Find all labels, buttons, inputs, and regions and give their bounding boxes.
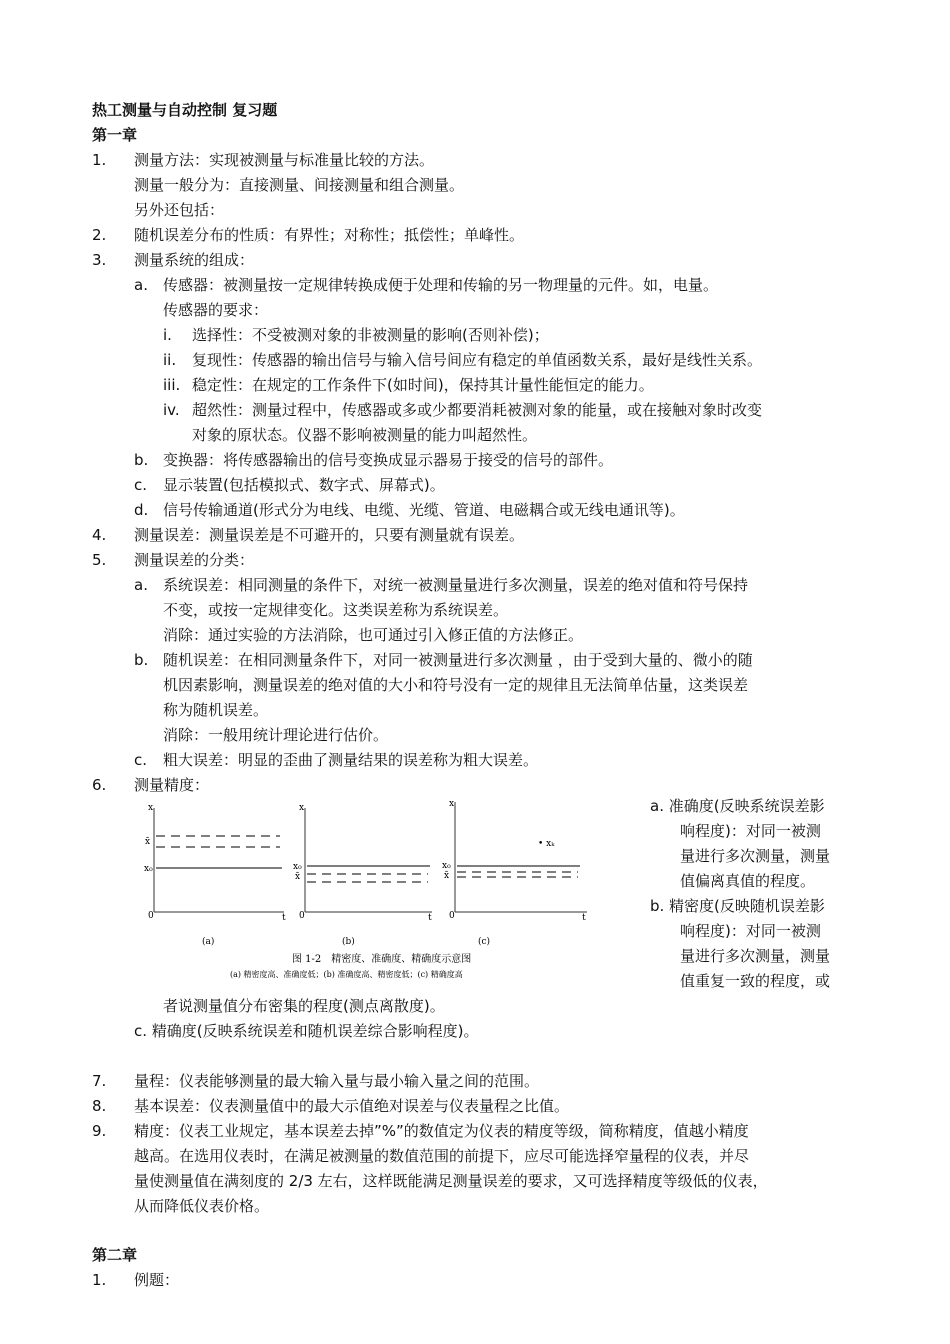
sensor-req-text: 对象的原状态。仪器不影响被测量的能力叫超然性。 <box>192 426 538 444</box>
sub-letter: b. <box>134 451 149 469</box>
roman-numeral: ii. <box>163 351 177 369</box>
chapter1-heading: 第一章 <box>92 126 138 144</box>
panel-label: (b) <box>342 937 355 947</box>
precision-text: 量进行多次测量，测量 <box>680 947 831 965</box>
item-number: 9. <box>92 1122 107 1140</box>
item-number: 7. <box>92 1072 107 1090</box>
list-item-text: 基本误差：仪表测量值中的最大示值绝对误差与仪表量程之比值。 <box>134 1097 570 1115</box>
sub-item-text: 变换器：将传感器输出的信号变换成显示器易于接受的信号的部件。 <box>163 451 614 469</box>
sub-item-text: 消除：通过实验的方法消除，也可通过引入修正值的方法修正。 <box>163 626 584 644</box>
origin-label: 0 <box>148 911 154 921</box>
sub-item-text: 显示装置(包括模拟式、数字式、屏幕式)。 <box>163 476 445 494</box>
list-item-text: 随机误差分布的性质：有界性；对称性；抵偿性；单峰性。 <box>134 226 525 244</box>
panel-a <box>144 803 286 947</box>
item-number: 3. <box>92 251 107 269</box>
precision-figure <box>142 796 602 986</box>
axis-label: t <box>582 913 586 923</box>
list-item-text: 量程：仪表能够测量的最大输入量与最小输入量之间的范围。 <box>134 1072 540 1090</box>
axis-label: x <box>449 799 455 809</box>
list-item-text: 从而降低仪表价格。 <box>134 1197 270 1215</box>
axis-label: t <box>282 913 286 923</box>
item-number: 1. <box>92 151 107 169</box>
sub-letter: a. <box>134 276 148 294</box>
list-item-text: 另外还包括： <box>134 201 225 219</box>
line-label: x̄ <box>145 837 151 847</box>
precision-text: b. 精密度(反映随机误差影 <box>650 897 825 915</box>
list-item-text: 测量精度： <box>134 776 210 794</box>
origin-label: 0 <box>449 911 455 921</box>
sensor-req-text: 超然性：测量过程中，传感器或多或少都要消耗被测对象的能量，或在接触对象时改变 <box>192 401 763 419</box>
sub-item-text: 消除：一般用统计理论进行估价。 <box>163 726 389 744</box>
figure-subcaption: (a) 精密度高、准确度低；(b) 准确度高、精密度低；(c) 精确度高 <box>230 970 463 979</box>
list-item-text: 量使测量值在满刻度的 2/3 左右，这样既能满足测量误差的要求，又可选择精度等级低的仪表， <box>134 1172 768 1190</box>
item-number: 1. <box>92 1271 107 1289</box>
accuracy-text: 量进行多次测量，测量 <box>680 847 831 865</box>
roman-numeral: iii. <box>163 376 181 394</box>
accuracy-text: 值偏离真值的程度。 <box>680 872 816 890</box>
axis-label: x <box>299 803 305 813</box>
sub-item-text: 传感器：被测量按一定规律转换成便于处理和传输的另一物理量的元件。如，电量。 <box>163 276 719 294</box>
sub-letter: a. <box>134 576 148 594</box>
sensor-req-text: 选择性：不受被测对象的非被测量的影响(否则补偿)； <box>192 326 549 344</box>
sub-item-text: 粗大误差：明显的歪曲了测量结果的误差称为粗大误差。 <box>163 751 539 769</box>
list-item-text: 测量误差的分类： <box>134 551 255 569</box>
accuracy-text: a. 准确度(反映系统误差影 <box>650 797 825 815</box>
figure-caption: 图 1-2 精密度、准确度、精确度示意图 <box>292 954 472 965</box>
roman-numeral: iv. <box>163 401 180 419</box>
sub-item-text: 机因素影响，测量误差的绝对值的大小和符号没有一定的规律且无法简单估量，这类误差 <box>163 676 749 694</box>
axis-label: x <box>148 803 154 813</box>
document-title: 热工测量与自动控制 复习题 <box>92 101 278 119</box>
sub-item-text: 随机误差：在相同测量条件下，对同一被测量进行多次测量 ，由于受到大量的、微小的随 <box>163 651 753 669</box>
chapter2-heading: 第二章 <box>92 1246 138 1264</box>
sensor-req-text: 复现性：传感器的输出信号与输入信号间应有稳定的单值函数关系，最好是线性关系。 <box>192 351 763 369</box>
outlier-label: • xₖ <box>538 839 555 849</box>
line-label: x₀ <box>442 861 451 871</box>
panel-label: (c) <box>478 937 491 947</box>
precision-text: 响程度)：对同一被测 <box>680 922 821 940</box>
list-item-text: 越高。在选用仪表时，在满足被测量的数值范围的前提下，应尽可能选择窄量程的仪表，并尽 <box>134 1147 750 1165</box>
item-number: 6. <box>92 776 107 794</box>
panel-c <box>442 799 587 947</box>
precision-diagram <box>142 796 602 986</box>
line-label: x̄ <box>295 872 301 882</box>
list-item-text: 测量误差：测量误差是不可避开的，只要有测量就有误差。 <box>134 526 525 544</box>
list-item-text: 例题： <box>134 1271 180 1289</box>
sub-item-text: 传感器的要求： <box>163 301 269 319</box>
sub-letter: c. <box>134 751 148 769</box>
sub-letter: d. <box>134 501 149 519</box>
item-number: 4. <box>92 526 107 544</box>
panel-label: (a) <box>202 937 215 947</box>
precision-text: 值重复一致的程度，或 <box>680 972 831 990</box>
axis-label: t <box>428 913 432 923</box>
sub-letter: c. <box>134 476 148 494</box>
list-item-text: 测量系统的组成： <box>134 251 255 269</box>
sub-item-text: 信号传输通道(形式分为电线、电缆、光缆、管道、电磁耦合或无线电通讯等)。 <box>163 501 685 519</box>
accuracy-text: 响程度)：对同一被测 <box>680 822 821 840</box>
sensor-req-text: 稳定性：在规定的工作条件下(如时间)，保持其计量性能恒定的能力。 <box>192 376 654 394</box>
item-number: 8. <box>92 1097 107 1115</box>
line-label: x̄ <box>444 871 450 881</box>
list-item-text: 测量一般分为：直接测量、间接测量和组合测量。 <box>134 176 465 194</box>
origin-label: 0 <box>299 911 305 921</box>
item-number: 5. <box>92 551 107 569</box>
line-label: x₀ <box>144 864 153 874</box>
list-item-text: 精度：仪表工业规定，基本误差去掉”%”的数值定为仪表的精度等级，简称精度，值越小精度 <box>134 1122 749 1140</box>
sub-letter: b. <box>134 651 149 669</box>
panel-b <box>293 803 432 947</box>
item-number: 2. <box>92 226 107 244</box>
sub-item-text: 称为随机误差。 <box>163 701 269 719</box>
sub-item-text: 不变，或按一定规律变化。这类误差称为系统误差。 <box>163 601 509 619</box>
line-label: x₀ <box>293 862 302 872</box>
precision-text: 者说测量值分布密集的程度(测点离散度)。 <box>163 997 445 1015</box>
combined-accuracy-text: c. 精确度(反映系统误差和随机误差综合影响程度)。 <box>134 1022 479 1040</box>
sub-item-text: 系统误差：相同测量的条件下，对统一被测量量进行多次测量，误差的绝对值和符号保持 <box>163 576 749 594</box>
roman-numeral: i. <box>163 326 172 344</box>
list-item-text: 测量方法：实现被测量与标准量比较的方法。 <box>134 151 435 169</box>
